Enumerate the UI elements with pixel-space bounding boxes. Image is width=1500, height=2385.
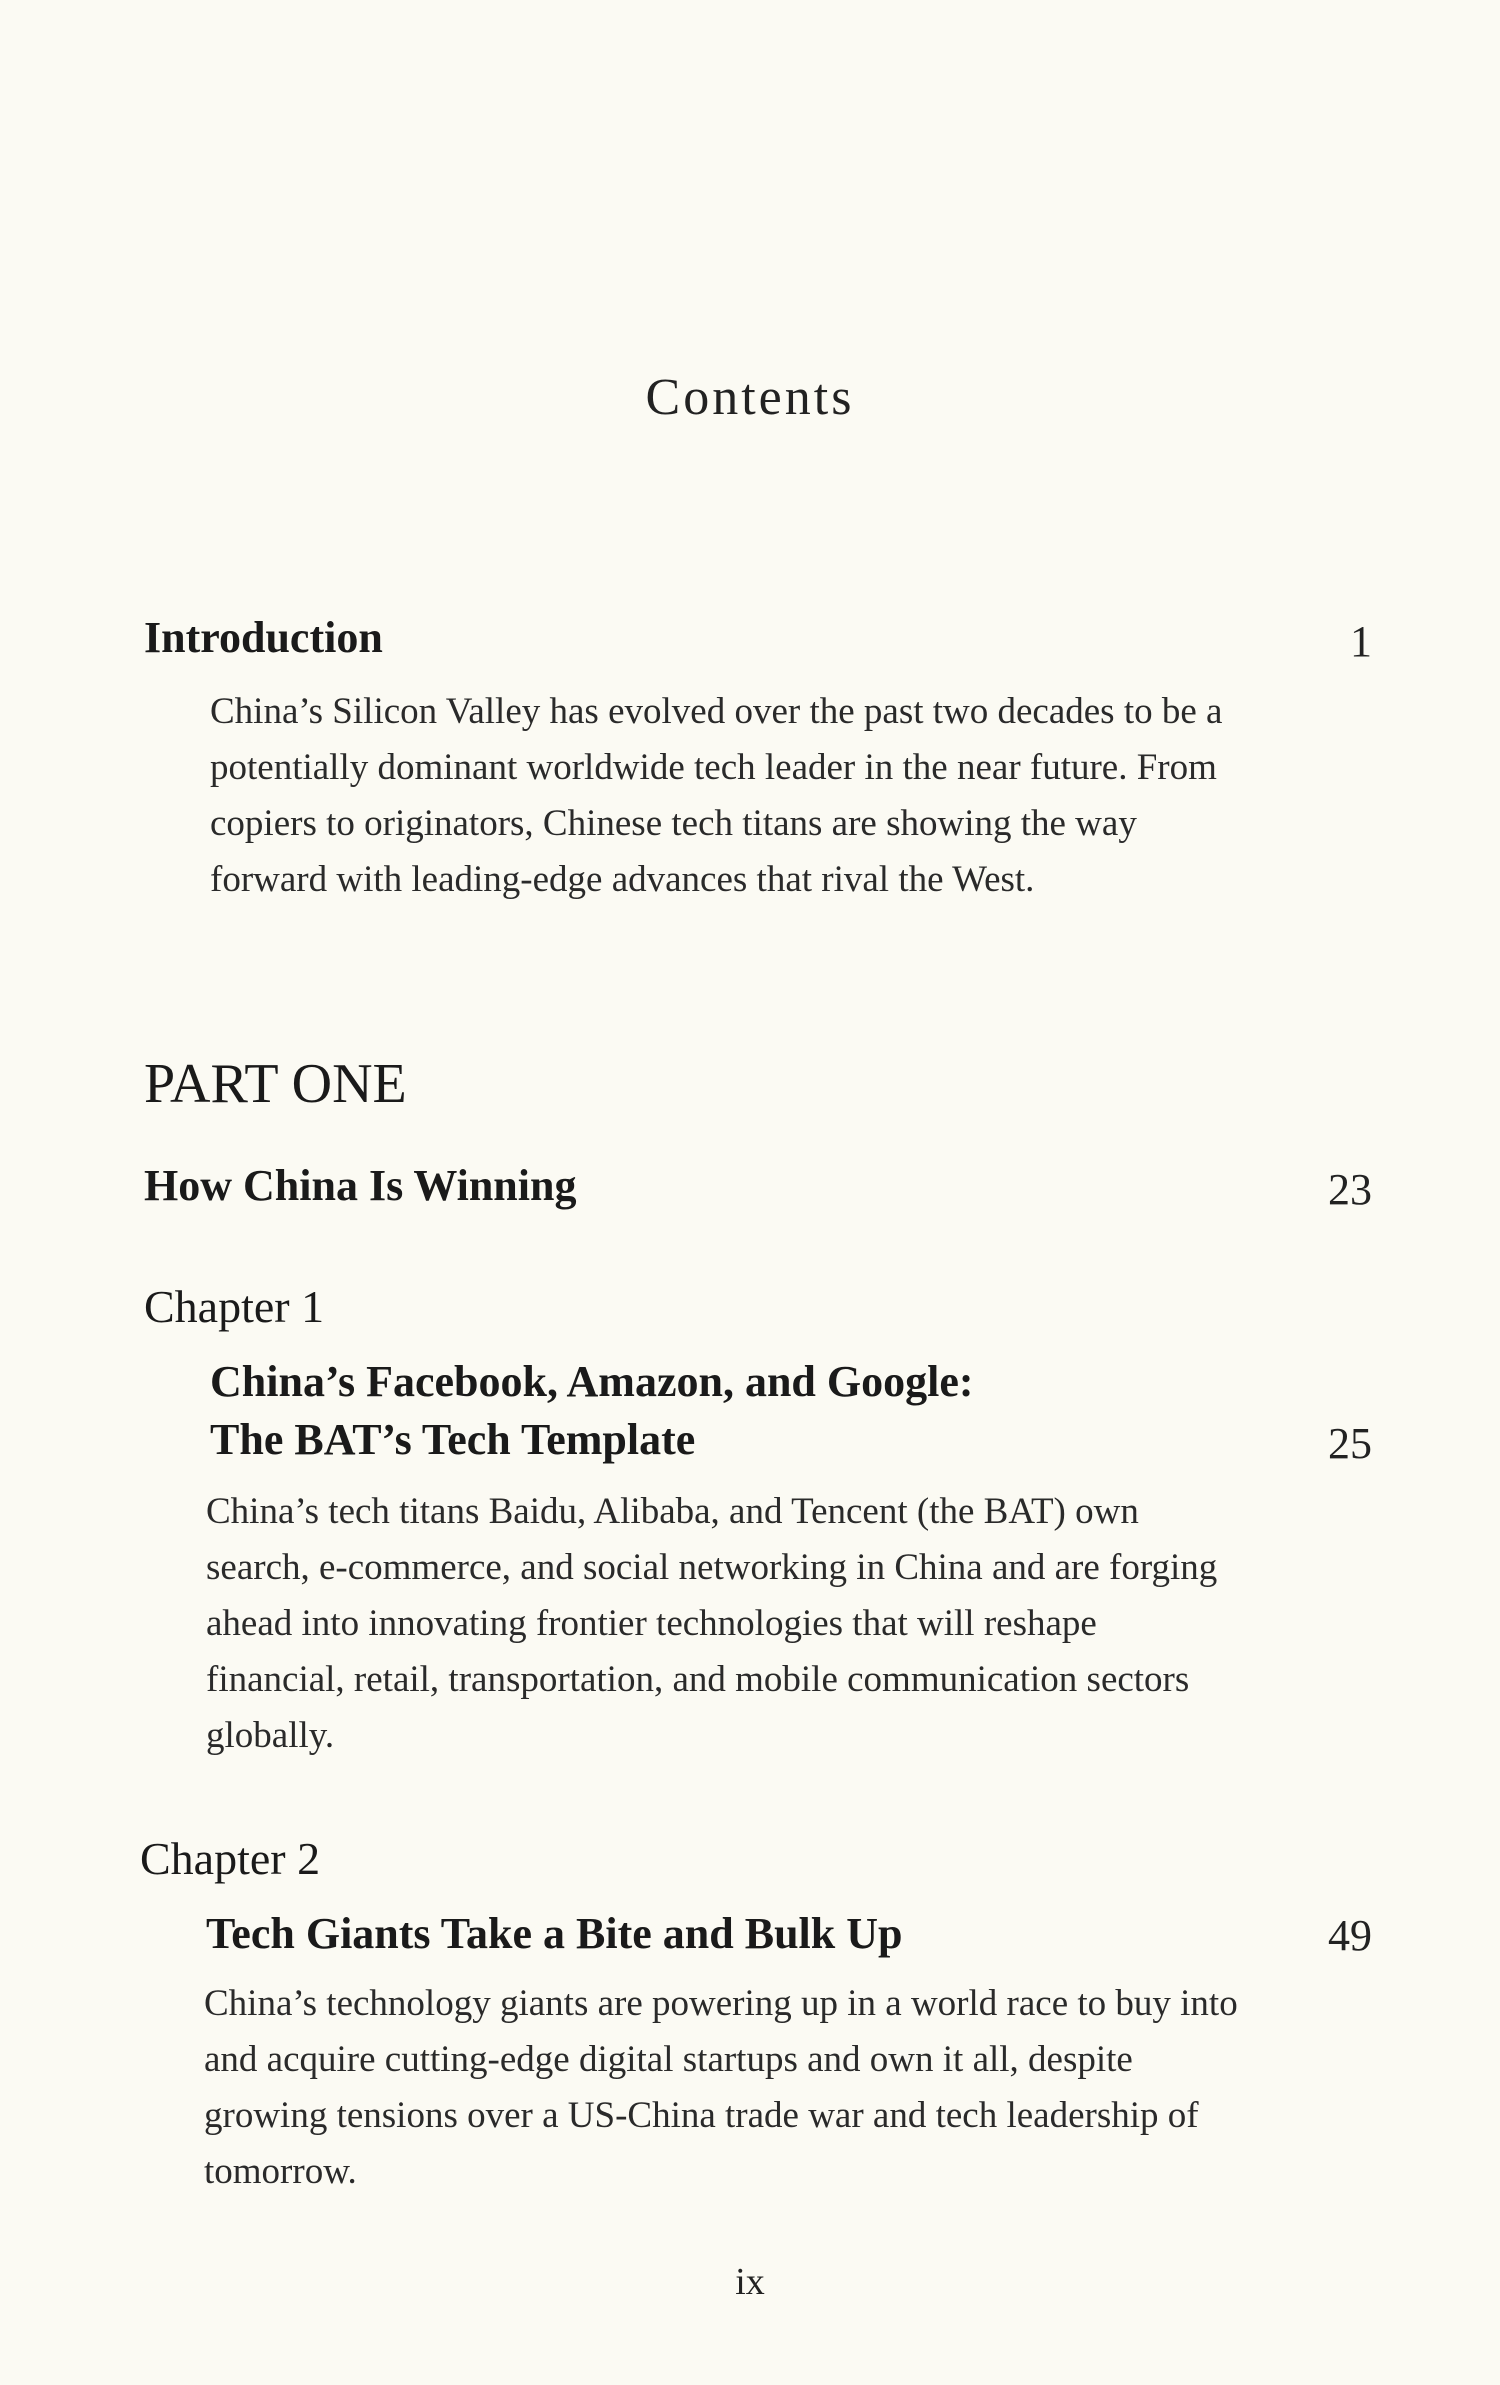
part-one-page-number: 23	[1328, 1165, 1372, 1214]
page-folio: ix	[735, 2261, 765, 2303]
introduction-description: China’s Silicon Valley has evolved over the past two decades to be a potentially dominant worldwide tech leader in the near future. From copiers to originators, Chinese tech titans are showing the way forward with leading-edge advances that rival the West.	[210, 691, 1223, 900]
part-one-label: PART ONE	[144, 1053, 407, 1115]
chapter-1-description: China’s tech titans Baidu, Alibaba, and Tencent (the BAT) own search, e-commerce, and social networking in China and are forging ahead into innovating frontier technologies that will reshape financial, retail, transportation, and mobile communication sectors globally.	[206, 1491, 1218, 1756]
chapter-2-page-number: 49	[1328, 1911, 1372, 1960]
page-title: Contents	[645, 369, 855, 426]
chapter-1-title-line-2: The BAT’s Tech Template	[210, 1415, 696, 1464]
chapter-2-description: China’s technology giants are powering up in a world race to buy into and acquire cutting-edge digital startups and own it all, despite growing tensions over a US-China trade war and tech leadership of tomorrow.	[204, 1983, 1238, 2192]
chapter-1-title-line-1: China’s Facebook, Amazon, and Google:	[210, 1357, 974, 1406]
chapter-2-label: Chapter 2	[140, 1833, 321, 1884]
introduction-heading: Introduction	[144, 613, 383, 662]
introduction-page-number: 1	[1350, 617, 1372, 666]
chapter-1-page-number: 25	[1328, 1419, 1372, 1468]
chapter-1-label: Chapter 1	[144, 1281, 325, 1332]
chapter-2-title: Tech Giants Take a Bite and Bulk Up	[206, 1909, 903, 1958]
part-one-heading: How China Is Winning	[144, 1161, 577, 1210]
